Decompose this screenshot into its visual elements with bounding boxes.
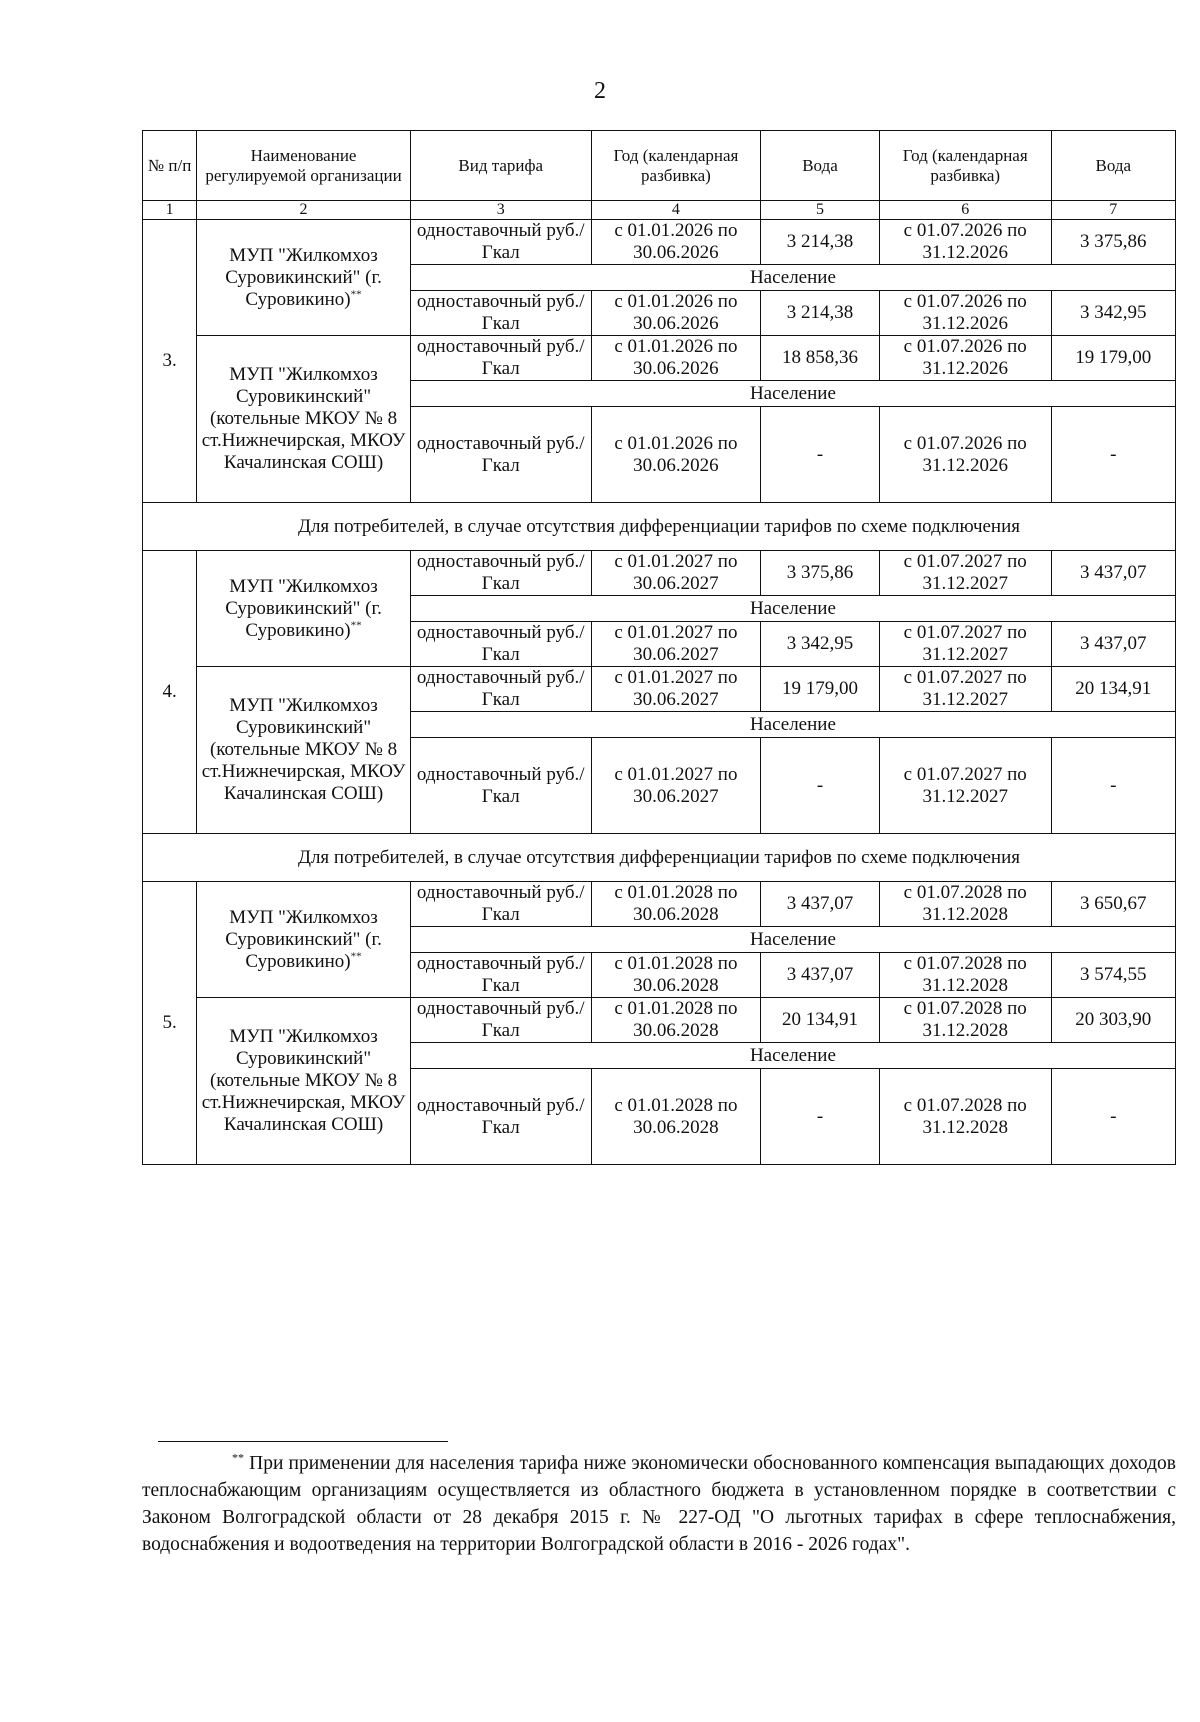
page-number: 2 [594, 78, 606, 104]
table-row [143, 220, 1176, 265]
tariff-type-cell: одноставочный руб./Гкал [410, 622, 591, 667]
organization-city-cell [197, 220, 411, 336]
period-2-cell: с 01.07.2028 по 31.12.2028 [879, 882, 1051, 927]
separator-text: Для потребителей, в случае отсутствия дифференциации тарифов по схеме подключения [143, 834, 1176, 882]
water-2-value: 3 437,07 [1051, 551, 1175, 596]
header-water-1: Вода [761, 131, 880, 201]
table-row [143, 667, 1176, 712]
period-1-cell: с 01.01.2027 по 30.06.2027 [591, 551, 761, 596]
water-2-value: 3 375,86 [1051, 220, 1175, 265]
header-period-1: Год (календарная разбивка) [591, 131, 761, 201]
period-2-cell: с 01.07.2026 по 31.12.2026 [879, 291, 1051, 336]
period-1-cell: с 01.01.2028 по 30.06.2028 [591, 1069, 761, 1165]
population-label: Население [410, 1043, 1175, 1069]
footnote-reference: ** [350, 288, 362, 301]
period-1-cell: с 01.01.2026 по 30.06.2026 [591, 220, 761, 265]
table-row [143, 551, 1176, 596]
column-number: 3 [410, 201, 591, 220]
period-1-cell: с 01.01.2027 по 30.06.2027 [591, 738, 761, 834]
table-row [143, 882, 1176, 927]
water-1-value: - [761, 738, 880, 834]
tariff-type-cell: одноставочный руб./Гкал [410, 551, 591, 596]
water-1-value: 20 134,91 [761, 998, 880, 1043]
period-2-cell: с 01.07.2027 по 31.12.2027 [879, 667, 1051, 712]
period-2-cell: с 01.07.2026 по 31.12.2026 [879, 220, 1051, 265]
period-2-cell: с 01.07.2027 по 31.12.2027 [879, 622, 1051, 667]
tariff-type-cell: одноставочный руб./Гкал [410, 738, 591, 834]
footnote-divider [158, 1441, 448, 1442]
period-2-cell: с 01.07.2028 по 31.12.2028 [879, 1069, 1051, 1165]
water-1-value: 3 375,86 [761, 551, 880, 596]
water-2-value: 19 179,00 [1051, 336, 1175, 381]
footnote-reference: ** [350, 619, 362, 632]
water-1-value: 3 437,07 [761, 882, 880, 927]
organization-name: МУП "Жилкомхоз Суровикинский" (г. Суровикино) [225, 906, 382, 972]
water-2-value: 20 303,90 [1051, 998, 1175, 1043]
water-2-value: 3 650,67 [1051, 882, 1175, 927]
water-2-value: 3 342,95 [1051, 291, 1175, 336]
water-2-value: 20 134,91 [1051, 667, 1175, 712]
column-number: 4 [591, 201, 761, 220]
period-1-cell: с 01.01.2027 по 30.06.2027 [591, 667, 761, 712]
header-organization: Наименование регулируемой организации [197, 131, 411, 201]
header-row [143, 131, 1176, 201]
footnote [142, 1450, 1176, 1558]
organization-name: МУП "Жилкомхоз Суровикинский" (г. Суровикино) [225, 575, 382, 641]
period-1-cell: с 01.01.2028 по 30.06.2028 [591, 953, 761, 998]
tariff-type-cell: одноставочный руб./Гкал [410, 882, 591, 927]
period-2-cell: с 01.07.2027 по 31.12.2027 [879, 738, 1051, 834]
table-row [143, 998, 1176, 1043]
section-number: 5. [143, 882, 197, 1165]
period-2-cell: с 01.07.2028 по 31.12.2028 [879, 953, 1051, 998]
population-label: Население [410, 927, 1175, 953]
period-1-cell: с 01.01.2026 по 30.06.2026 [591, 291, 761, 336]
water-1-value: 18 858,36 [761, 336, 880, 381]
header-tariff-type: Вид тарифа [410, 131, 591, 201]
organization-boiler-cell: МУП "Жилкомхоз Суровикинский" (котельные МКОУ № 8 ст.Нижнечирская, МКОУ Качалинская СОШ) [197, 667, 411, 834]
section-number: 4. [143, 551, 197, 834]
tariff-type-cell: одноставочный руб./Гкал [410, 291, 591, 336]
tariff-type-cell: одноставочный руб./Гкал [410, 953, 591, 998]
population-label: Население [410, 712, 1175, 738]
footnote-text: При применении для населения тарифа ниже экономически обоснованного компенсация выпадающих доходов теплоснабжающим организациям осуществляется из областного бюджета в установленном порядке в соответствии с Законом Волгоградской области от 28 декабря 2015 г. № 227-ОД "О льготных тарифах в сфере теплоснабжения, водоснабжения и водоотведения на территории Волгоградской области в 2016 - 2026 годах". [142, 1453, 1176, 1555]
water-1-value: 3 214,38 [761, 291, 880, 336]
period-1-cell: с 01.01.2027 по 30.06.2027 [591, 622, 761, 667]
organization-boiler-cell: МУП "Жилкомхоз Суровикинский" (котельные МКОУ № 8 ст.Нижнечирская, МКОУ Качалинская СОШ) [197, 336, 411, 503]
tariff-type-cell: одноставочный руб./Гкал [410, 407, 591, 503]
tariff-type-cell: одноставочный руб./Гкал [410, 667, 591, 712]
organization-city-cell [197, 882, 411, 998]
water-1-value: 19 179,00 [761, 667, 880, 712]
water-1-value: - [761, 407, 880, 503]
organization-name: МУП "Жилкомхоз Суровикинский" (г. Суровикино) [225, 244, 382, 310]
tariff-table [142, 130, 1176, 1165]
separator-text: Для потребителей, в случае отсутствия дифференциации тарифов по схеме подключения [143, 503, 1176, 551]
tariff-type-cell: одноставочный руб./Гкал [410, 1069, 591, 1165]
population-label: Население [410, 265, 1175, 291]
header-water-2: Вода [1051, 131, 1175, 201]
water-1-value: 3 437,07 [761, 953, 880, 998]
footnote-mark: ** [232, 1450, 244, 1465]
population-label: Население [410, 381, 1175, 407]
period-1-cell: с 01.01.2028 по 30.06.2028 [591, 882, 761, 927]
water-2-value: 3 437,07 [1051, 622, 1175, 667]
water-2-value: - [1051, 738, 1175, 834]
section-number: 3. [143, 220, 197, 503]
water-2-value: - [1051, 1069, 1175, 1165]
water-1-value: 3 214,38 [761, 220, 880, 265]
period-2-cell: с 01.07.2026 по 31.12.2026 [879, 336, 1051, 381]
period-2-cell: с 01.07.2027 по 31.12.2027 [879, 551, 1051, 596]
column-number: 2 [197, 201, 411, 220]
period-1-cell: с 01.01.2028 по 30.06.2028 [591, 998, 761, 1043]
water-2-value: 3 574,55 [1051, 953, 1175, 998]
column-number: 5 [761, 201, 880, 220]
water-2-value: - [1051, 407, 1175, 503]
organization-boiler-cell: МУП "Жилкомхоз Суровикинский" (котельные МКОУ № 8 ст.Нижнечирская, МКОУ Качалинская СОШ) [197, 998, 411, 1165]
period-2-cell: с 01.07.2026 по 31.12.2026 [879, 407, 1051, 503]
header-num: № п/п [143, 131, 197, 201]
water-1-value: 3 342,95 [761, 622, 880, 667]
column-number: 6 [879, 201, 1051, 220]
tariff-type-cell: одноставочный руб./Гкал [410, 336, 591, 381]
column-number-row [143, 201, 1176, 220]
tariff-type-cell: одноставочный руб./Гкал [410, 998, 591, 1043]
period-1-cell: с 01.01.2026 по 30.06.2026 [591, 336, 761, 381]
column-number: 7 [1051, 201, 1175, 220]
tariff-type-cell: одноставочный руб./Гкал [410, 220, 591, 265]
column-number: 1 [143, 201, 197, 220]
period-2-cell: с 01.07.2028 по 31.12.2028 [879, 998, 1051, 1043]
header-period-2: Год (календарная разбивка) [879, 131, 1051, 201]
footnote-reference: ** [350, 950, 362, 963]
organization-city-cell [197, 551, 411, 667]
water-1-value: - [761, 1069, 880, 1165]
separator-row [143, 503, 1176, 551]
separator-row [143, 834, 1176, 882]
period-1-cell: с 01.01.2026 по 30.06.2026 [591, 407, 761, 503]
population-label: Население [410, 596, 1175, 622]
table-row [143, 336, 1176, 381]
